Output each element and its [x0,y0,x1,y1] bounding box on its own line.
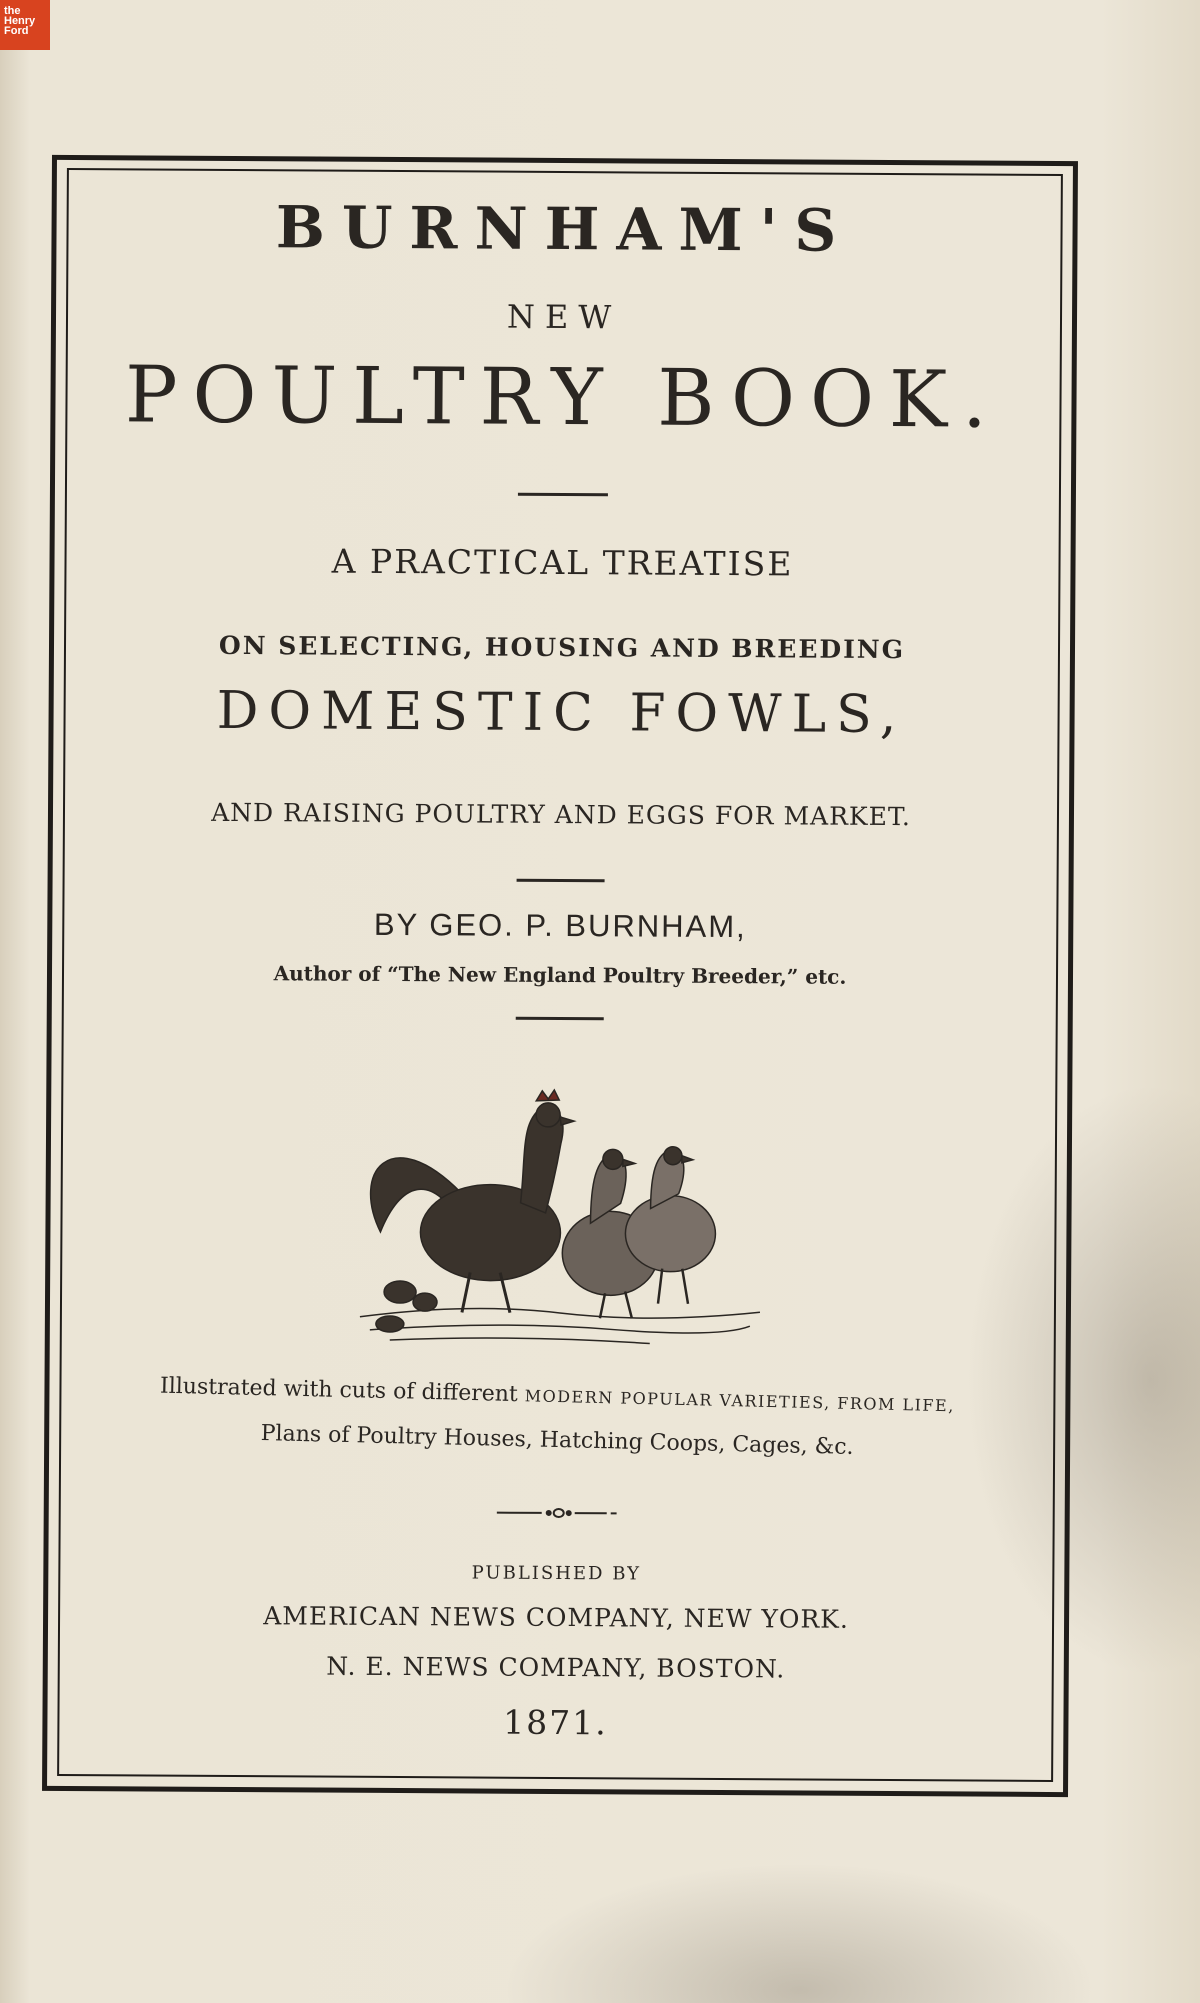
title-page-border [42,155,1078,1797]
divider-rule [518,493,608,497]
divider-rule [517,879,605,883]
logo-line-3: Ford [4,25,29,37]
illustrated-line-1 [49,1371,1065,1420]
published-by-label: PUBLISHED BY [471,1562,642,1585]
author-byline: BY GEO. P. BURNHAM, [373,906,747,945]
illustrated-varieties: MODERN POPULAR VARIETIES, FROM LIFE, [524,1386,956,1416]
title-poultry-book: POULTRY BOOK. [124,350,1003,446]
title-page-content [47,160,1073,1792]
publication-year: 1871. [503,1702,608,1743]
logo-line-1: the [4,5,21,17]
subtitle-selecting-housing: ON SELECTING, HOUSING AND BREEDING [218,630,906,665]
illustrated-prefix: Illustrated with cuts of different [159,1373,526,1408]
rooster-and-hens-engraving-icon [350,1062,772,1355]
subtitle-practical-treatise: A PRACTICAL TREATISE [331,541,794,584]
divider-rule [516,1017,604,1021]
subtitle-raising-poultry: AND RAISING POULTRY AND EGGS FOR MARKET. [211,797,911,832]
title-burnhams: BURNHAM'S [275,193,854,265]
illustrated-line-2: Plans of Poultry Houses, Hatching Coops, Cages, &c. [260,1421,854,1460]
publisher-new-york: AMERICAN NEWS COMPANY, NEW YORK. [263,1601,849,1634]
subtitle-domestic-fowls: DOMESTIC FOWLS, [216,680,907,746]
ornament-divider-icon [497,1503,617,1524]
henry-ford-logo [0,0,50,50]
author-credit: Author of “The New England Poultry Breeder,” etc. [273,961,847,989]
logo-line-2: Henry [4,15,36,27]
title-new: NEW [506,297,622,337]
publisher-boston: N. E. NEWS COMPANY, BOSTON. [326,1651,786,1684]
